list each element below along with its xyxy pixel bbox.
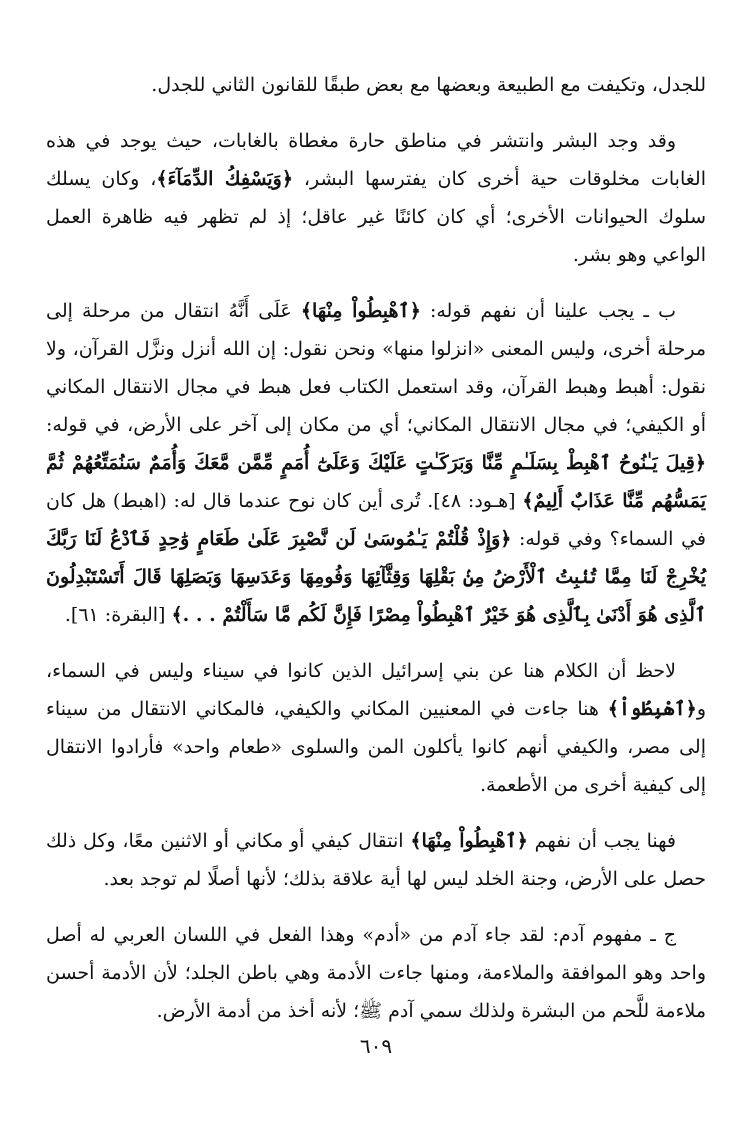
paragraph bbox=[46, 66, 706, 104]
page-body bbox=[46, 66, 706, 1030]
paragraph-text: [هـود: ٤٨]. تُرى أين كان نوح عندما قال له: (اهبط) هل كان في السماء؟ وفي قوله: bbox=[46, 490, 706, 550]
page-number: ٦٠٩ bbox=[359, 1034, 393, 1058]
paragraph-text: ج ـ مفهوم آدم: لقد جاء آدم من «أدم» وهذا الفعل في اللسان العربي له أصل واحد وهو الموافقة والملاءمة، ومنها جاءت الأدمة وهي باطن الجلد؛ لأن الأدمة أحسن ملاءمة للَّحم من البشرة ولذلك سمي آدم ﷺ؛ لأنه أخذ من أدمة الأرض. bbox=[46, 924, 706, 1022]
paragraph bbox=[46, 916, 706, 1030]
quran-verse: ﴿ٱهْبِطُواْ﴾ bbox=[607, 698, 697, 720]
paragraph bbox=[46, 292, 706, 634]
quran-verse: ﴿وَإِذْ قُلْتُمْ يَـٰمُوسَىٰ لَن نَّصْبِرَ عَلَىٰ طَعَامٍ وَٰحِدٍ فَٱدْعُ لَنَا رَبَّكَ يُخْرِجْ لَنَا مِمَّا تُنۢبِتُ ٱلْأَرْضُ مِنۢ بَقْلِهَا وَقِثَّآئِهَا وَفُومِهَا وَعَدَسِهَا وَبَصَلِهَا قَالَ أَتَسْتَبْدِلُونَ ٱلَّذِى هُوَ أَدْنَىٰ بِٱلَّذِى هُوَ خَيْرٌ ٱهْبِطُواْ مِصْرًا فَإِنَّ لَكُم مَّا سَأَلْتُمْ . . .﴾ bbox=[46, 528, 706, 626]
paragraph-text: فهنا يجب أن نفهم bbox=[527, 830, 676, 852]
quran-verse: ﴿ٱهْبِطُواْ مِنْهَا﴾ bbox=[410, 830, 528, 852]
paragraph-text: لاحظ أن الكلام هنا عن بني إسرائيل الذين كانوا في سيناء وليس في السماء، و bbox=[46, 660, 706, 720]
quran-verse: ﴿قِيلَ يَـٰنُوحُ ٱهْبِطْ بِسَلَـٰمٍ مِّنَّا وَبَرَكَـٰتٍ عَلَيْكَ وَعَلَىٰٓ أُمَمٍ مِّمَّن مَّعَكَ وَأُمَمٌ سَنُمَتِّعُهُمْ ثُمَّ يَمَسُّهُم مِّنَّا عَذَابٌ أَلِيمٌ﴾ bbox=[46, 452, 706, 512]
paragraph-text: للجدل، وتكيفت مع الطبيعة وبعضها مع بعض طبقًا للقانون الثاني للجدل. bbox=[151, 74, 706, 96]
paragraph-text: وقد وجد البشر وانتشر في مناطق حارة مغطاة بالغابات، حيث يوجد في هذه الغابات مخلوقات حية أخرى كان يفترسها البشر، bbox=[46, 130, 706, 190]
paragraph-text: ، وكان يسلك سلوك الحيوانات الأخرى؛ أي كان كائنًا غير عاقل؛ إذ لم تظهر فيه ظاهرة العمل الواعي وهو بشر. bbox=[46, 168, 707, 266]
paragraph-text: [البقرة: ٦١]. bbox=[64, 604, 172, 626]
quran-verse: ﴿ٱهْبِطُواْ مِنْهَا﴾ bbox=[300, 300, 421, 322]
paragraph bbox=[46, 122, 706, 274]
paragraph-text: انتقال كيفي أو مكاني أو الاثنين معًا، وكل ذلك حصل على الأرض، وجنة الخلد ليس لها أية علاقة بذلك؛ لأنها أصلًا لم توجد بعد. bbox=[46, 830, 706, 890]
paragraph-text: عَلَى أَنَّهُ انتقال من مرحلة إلى مرحلة أخرى، وليس المعنى «انزلوا منها» ونحن نقول: إن الله أنزل ونزَّل القرآن، ولا نقول: أهبط وهبط القرآن، وقد استعمل الكتاب فعل هبط في مجال الانتقال المكاني أو الكيفي؛ في مجال الانتقال المكاني؛ أي من مكان إلى آخر على الأرض، في قوله: bbox=[46, 300, 706, 436]
paragraph-text: هنا جاءت في المعنيين المكاني والكيفي، فالمكاني الانتقال من سيناء إلى مصر، والكيفي أنهم كانوا يأكلون المن والسلوى «طعام واحد» فأرادوا الانتقال إلى كيفية أخرى من الأطعمة. bbox=[46, 698, 706, 796]
quran-verse: ﴿وَيَسْفِكُ الدِّمَآءَ﴾ bbox=[156, 168, 293, 190]
paragraph bbox=[46, 822, 706, 898]
paragraph-text: ب ـ يجب علينا أن نفهم قوله: bbox=[420, 300, 676, 322]
paragraph bbox=[46, 652, 706, 804]
